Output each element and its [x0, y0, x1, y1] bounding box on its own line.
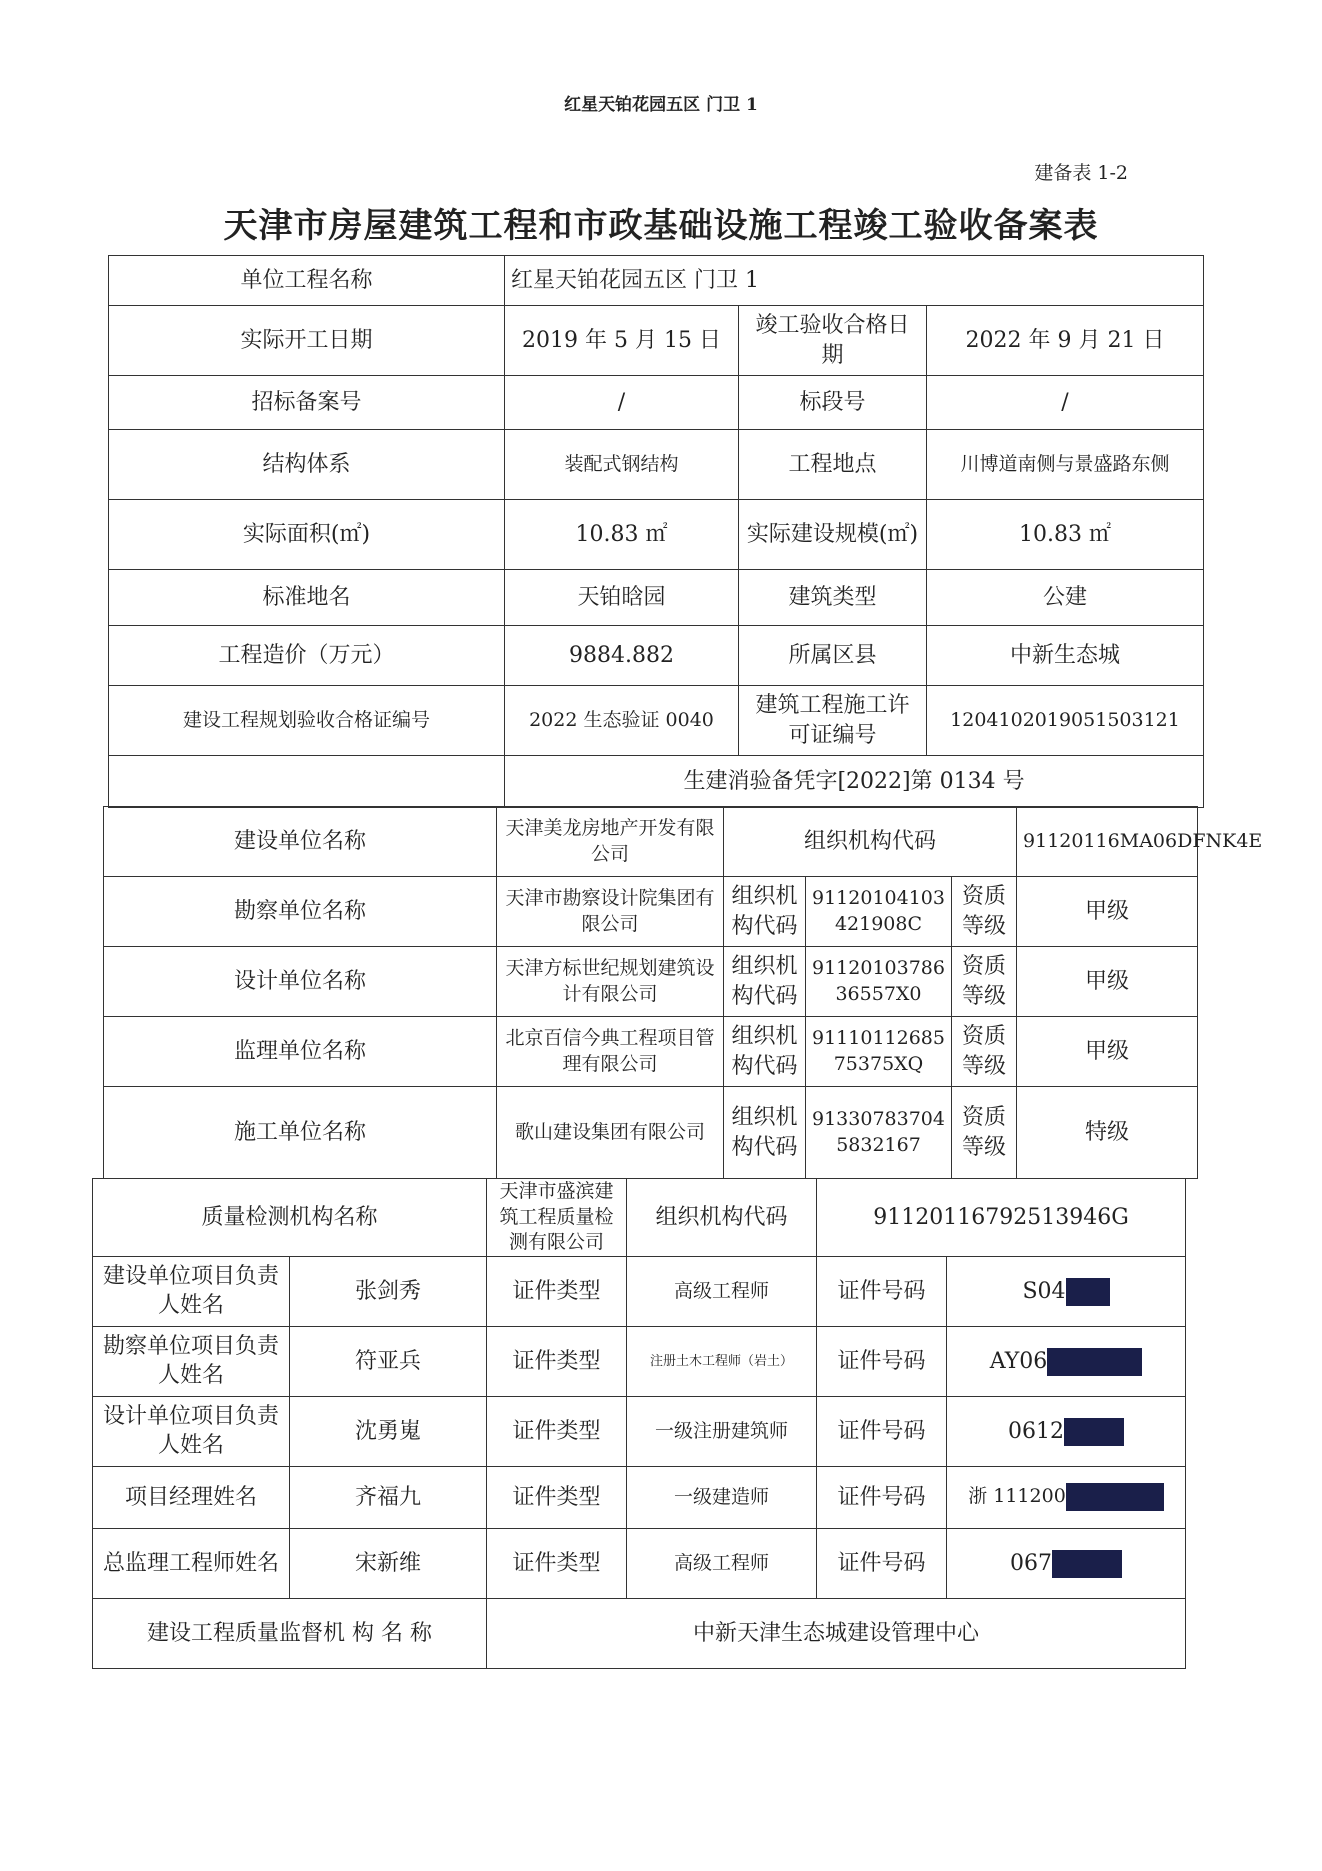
person-name: 张剑秀: [290, 1256, 487, 1326]
actual-scale-value: 10.83 ㎡: [927, 500, 1204, 570]
actual-scale-label: 实际建设规模(㎡): [739, 500, 927, 570]
build-unit-label: 建设单位名称: [104, 807, 497, 877]
person-role: 建设单位项目负责人姓名: [93, 1256, 290, 1326]
planning-cert-label: 建设工程规划验收合格证编号: [109, 686, 505, 756]
form-number: 建备表 1-2: [1034, 162, 1128, 184]
cert-type: 高级工程师: [627, 1256, 817, 1326]
build-unit-name: 天津美龙房地产开发有限公司: [497, 807, 724, 877]
unit-code-label: 组织机构代码: [724, 1017, 806, 1087]
district-label: 所属区县: [739, 626, 927, 686]
cert-type: 一级建造师: [627, 1466, 817, 1528]
page-header: 红星天铂花园五区 门卫 1: [564, 95, 758, 115]
section-no-value: /: [927, 376, 1204, 430]
qc-org-code: 91120116792513946G: [817, 1179, 1186, 1257]
building-type-label: 建筑类型: [739, 570, 927, 626]
section-no-label: 标段号: [739, 376, 927, 430]
building-type-value: 公建: [927, 570, 1204, 626]
cert-no-label: 证件号码: [817, 1466, 947, 1528]
cert-no-label: 证件号码: [817, 1326, 947, 1396]
redaction-bar: [1066, 1278, 1110, 1306]
cert-no-cell: [947, 1326, 1186, 1396]
unit-code: 913307837045832167: [806, 1087, 952, 1179]
cert-type: 高级工程师: [627, 1528, 817, 1598]
redaction-bar: [1052, 1550, 1122, 1578]
redaction-bar: [1047, 1348, 1142, 1376]
cert-type: 注册土木工程师（岩土）: [627, 1326, 817, 1396]
planning-cert-value: 2022 生态验证 0040: [505, 686, 739, 756]
unit-name: 歌山建设集团有限公司: [497, 1087, 724, 1179]
cert-no: S04: [1022, 1278, 1066, 1304]
supervision-org-label: 建设工程质量监督机 构 名 称: [93, 1598, 487, 1668]
unit-code: 9112010378636557X0: [806, 947, 952, 1017]
cert-type-label: 证件类型: [487, 1466, 627, 1528]
person-role: 总监理工程师姓名: [93, 1528, 290, 1598]
redaction-bar: [1064, 1418, 1124, 1446]
person-name: 宋新维: [290, 1528, 487, 1598]
cert-no-label: 证件号码: [817, 1256, 947, 1326]
form-title: 天津市房屋建筑工程和市政基础设施工程竣工验收备案表: [223, 206, 1099, 246]
project-cost-label: 工程造价（万元）: [109, 626, 505, 686]
cert-no-label: 证件号码: [817, 1396, 947, 1466]
redaction-bar: [1066, 1483, 1164, 1511]
supervision-org-value: 中新天津生态城建设管理中心: [487, 1598, 1186, 1668]
cert-no-label: 证件号码: [817, 1528, 947, 1598]
units-table: [103, 806, 1263, 1179]
qc-org-name: 天津市盛滨建筑工程质量检测有限公司: [487, 1179, 627, 1257]
cert-type-label: 证件类型: [487, 1396, 627, 1466]
project-info-table: [108, 255, 1204, 808]
unit-code: 91120104103421908C: [806, 877, 952, 947]
build-unit-code: 91120116MA06DFNK4E: [1017, 807, 1198, 877]
unit-qual: 甲级: [1017, 877, 1198, 947]
cert-no-cell: [947, 1396, 1186, 1466]
unit-name: 北京百信今典工程项目管理有限公司: [497, 1017, 724, 1087]
unit-code-label: 组织机构代码: [724, 1087, 806, 1179]
unit-qual: 特级: [1017, 1087, 1198, 1179]
actual-area-label: 实际面积(㎡): [109, 500, 505, 570]
unit-label: 施工单位名称: [104, 1087, 497, 1179]
tender-record-label: 招标备案号: [109, 376, 505, 430]
unit-code: 9111011268575375XQ: [806, 1017, 952, 1087]
unit-project-name-value: 红星天铂花园五区 门卫 1: [505, 256, 1204, 306]
cert-no: 0612: [1008, 1418, 1065, 1444]
construction-permit-label: 建筑工程施工许可证编号: [739, 686, 927, 756]
structure-system-label: 结构体系: [109, 430, 505, 500]
unit-name: 天津方标世纪规划建筑设计有限公司: [497, 947, 724, 1017]
unit-label: 勘察单位名称: [104, 877, 497, 947]
cert-no-cell: [947, 1256, 1186, 1326]
unit-qual-label: 资质等级: [952, 1017, 1017, 1087]
construction-permit-value: 120410201905150312​1: [927, 686, 1204, 756]
unit-qual-label: 资质等级: [952, 877, 1017, 947]
unit-code-label: 组织机构代码: [724, 947, 806, 1017]
structure-system-value: 装配式钢结构: [505, 430, 739, 500]
fire-cert-label: [109, 756, 505, 808]
cert-type: 一级注册建筑师: [627, 1396, 817, 1466]
unit-qual-label: 资质等级: [952, 1087, 1017, 1179]
fire-cert-value: 生建消验备凭字[2022]第 0134 号: [505, 756, 1204, 808]
unit-label: 设计单位名称: [104, 947, 497, 1017]
qc-org-label: 质量检测机构名称: [93, 1179, 487, 1257]
actual-area-value: 10.83 ㎡: [505, 500, 739, 570]
acceptance-date-label: 竣工验收合格日期: [739, 306, 927, 376]
person-role: 设计单位项目负责人姓名: [93, 1396, 290, 1466]
cert-no: 067: [1010, 1550, 1053, 1576]
cert-no: AY06: [989, 1348, 1048, 1374]
qc-org-code-label: 组织机构代码: [627, 1179, 817, 1257]
person-name: 沈勇嵬: [290, 1396, 487, 1466]
unit-name: 天津市勘察设计院集团有限公司: [497, 877, 724, 947]
project-cost-value: 9884.882: [505, 626, 739, 686]
project-location-value: 川博道南侧与景盛路东侧: [927, 430, 1204, 500]
standard-place-name-label: 标准地名: [109, 570, 505, 626]
cert-no: 浙 111200: [968, 1485, 1066, 1508]
unit-project-name-label: 单位工程名称: [109, 256, 505, 306]
cert-no-cell: [947, 1466, 1186, 1528]
unit-qual: 甲级: [1017, 1017, 1198, 1087]
cert-no-cell: [947, 1528, 1186, 1598]
start-date-label: 实际开工日期: [109, 306, 505, 376]
cert-type-label: 证件类型: [487, 1326, 627, 1396]
standard-place-name-value: 天铂晗园: [505, 570, 739, 626]
start-date-value: 2019 年 5 月 15 日: [505, 306, 739, 376]
unit-code-label: 组织机构代码: [724, 877, 806, 947]
person-role: 勘察单位项目负责人姓名: [93, 1326, 290, 1396]
person-role: 项目经理姓名: [93, 1466, 290, 1528]
district-value: 中新生态城: [927, 626, 1204, 686]
cert-type-label: 证件类型: [487, 1256, 627, 1326]
person-name: 符亚兵: [290, 1326, 487, 1396]
tender-record-value: /: [505, 376, 739, 430]
build-unit-code-label: 组织机构代码: [724, 807, 1017, 877]
project-location-label: 工程地点: [739, 430, 927, 500]
unit-qual: 甲级: [1017, 947, 1198, 1017]
cert-type-label: 证件类型: [487, 1528, 627, 1598]
acceptance-date-value: 2022 年 9 月 21 日: [927, 306, 1204, 376]
unit-qual-label: 资质等级: [952, 947, 1017, 1017]
person-name: 齐福九: [290, 1466, 487, 1528]
unit-label: 监理单位名称: [104, 1017, 497, 1087]
personnel-table: [92, 1178, 1186, 1669]
